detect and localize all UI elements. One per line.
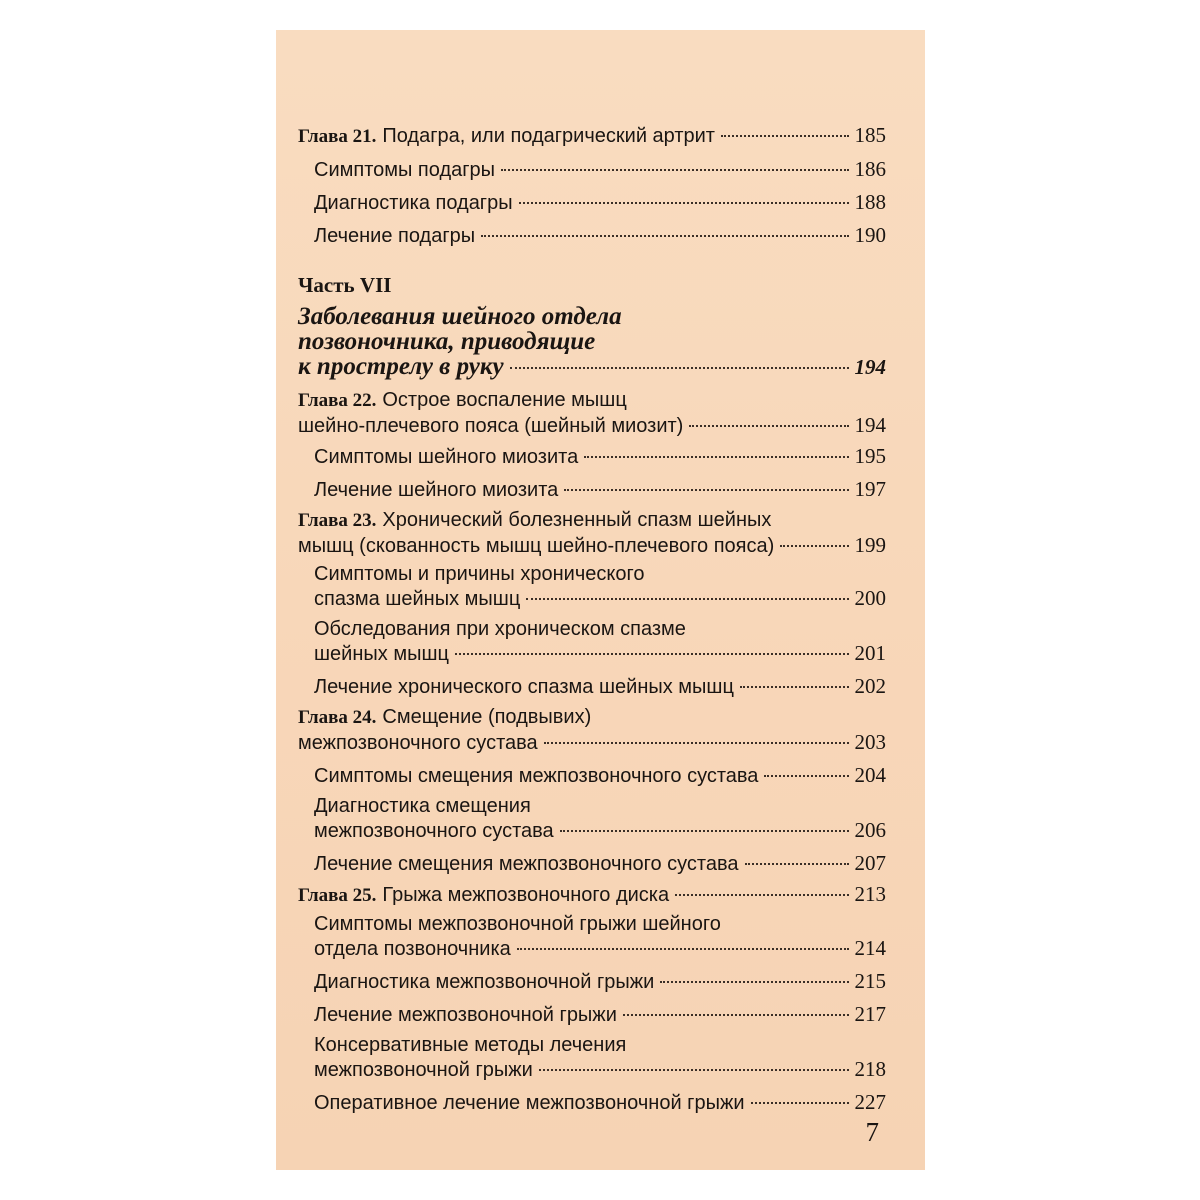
toc-entry-title: Оперативное лечение межпозвоночной грыжи [314,1092,745,1114]
toc-entry-line [314,851,886,876]
toc-page-number: 206 [854,818,886,842]
toc-chapter-entry [298,508,886,558]
chapter-number: Глава 25. [298,885,377,906]
toc-entry-title: Диагностика смещения [314,795,531,817]
toc-page-number: 207 [854,851,886,875]
dot-leader [560,830,849,832]
toc-section-entry [298,1033,886,1082]
toc-entry-title: Смещение (подвывих) [382,706,592,728]
part-title [298,304,886,380]
toc-entry-title: мышц (скованность мышц шейно-плечевого пояса) [298,535,775,557]
toc-entry-line [298,354,886,380]
toc-page-number: 202 [854,674,886,698]
toc-entry-line [314,223,886,248]
toc-entry-line [298,882,886,908]
dot-leader [519,202,849,204]
toc-page-number: 215 [854,969,886,993]
toc-entry-line [314,562,886,586]
dot-leader [751,1102,849,1104]
toc-entry-line [314,1090,886,1115]
toc-entry-title: Симптомы шейного миозита [314,446,579,468]
toc-page-number: 185 [854,123,886,147]
toc-entry-title: Симптомы подагры [314,159,496,181]
toc-section-entry [298,851,886,876]
toc-section-entry [298,1090,886,1115]
toc-section-entry [298,794,886,843]
toc-page-number: 201 [854,641,886,665]
dot-leader [740,686,849,688]
toc-section-entry [298,763,886,788]
toc-entry-title: межпозвоночного сустава [314,820,554,842]
toc-entry-title: Заболевания шейного отдела [298,303,622,330]
dot-leader [526,598,848,600]
dot-leader [544,742,849,744]
toc-section-entry [298,1002,886,1027]
toc-section-entry [298,674,886,699]
toc-entry-line [298,705,886,730]
toc-section-entry [298,912,886,961]
dot-leader [584,456,848,458]
toc-section-entry [298,157,886,182]
toc-entry-line [298,329,886,354]
toc-entry-title: Лечение шейного миозита [314,479,559,501]
toc-page-number: 213 [854,882,886,906]
toc-entry-title: отдела позвоночника [314,938,511,960]
toc-chapter-entry [298,388,886,438]
toc-entry-line [314,444,886,469]
toc-entry-line [314,1033,886,1057]
toc-entry-title: межпозвоночного сустава [298,732,538,754]
toc-entry-line [314,641,886,666]
dot-leader [764,775,848,777]
toc-chapter-entry [298,123,886,149]
toc-entry-title: к прострелу в руку [298,353,504,380]
toc-entry-line [314,763,886,788]
toc-entry-line [298,123,886,149]
toc-page-number: 199 [854,533,886,557]
toc-page-number: 227 [854,1090,886,1114]
toc-entry-title: Хронический болезненный спазм шейных [382,509,772,531]
toc-entry-title: Подагра, или подагрический артрит [382,125,715,147]
toc-page-number: 190 [854,223,886,247]
table-of-contents [298,123,886,1115]
toc-entry-line [314,157,886,182]
toc-page-number: 214 [854,936,886,960]
toc-entry-line [298,388,886,413]
dot-leader [780,545,848,547]
toc-entry-title: шейно-плечевого пояса (шейный миозит) [298,415,684,437]
part-label: Часть VII [298,273,392,297]
toc-entry-title: шейных мышц [314,643,449,665]
toc-page-number: 197 [854,477,886,501]
toc-entry-line [298,533,886,558]
toc-page-number: 195 [854,444,886,468]
toc-section-entry [298,477,886,502]
dot-leader [501,169,848,171]
toc-entry-line [298,413,886,438]
toc-entry-title: Острое воспаление мышц [382,389,627,411]
toc-section-entry [298,617,886,666]
chapter-number: Глава 22. [298,390,377,411]
dot-leader [623,1014,849,1016]
toc-entry-line [314,969,886,994]
toc-section-entry [298,223,886,248]
toc-section-entry [298,444,886,469]
toc-page-number: 203 [854,730,886,754]
toc-entry-title: Грыжа межпозвоночного диска [382,884,670,906]
toc-chapter-entry [298,705,886,755]
toc-entry-title: позвоночника, приводящие [298,328,596,355]
toc-page-number: 204 [854,763,886,787]
dot-leader [455,653,849,655]
dot-leader [481,235,848,237]
toc-entry-line [314,1002,886,1027]
toc-entry-line [314,190,886,215]
toc-page-number: 200 [854,586,886,610]
dot-leader [675,894,848,896]
toc-entry-line [314,818,886,843]
dot-leader [689,425,848,427]
chapter-number: Глава 24. [298,707,377,728]
toc-entry-title: Консервативные методы лечения [314,1034,627,1056]
toc-page-number: 217 [854,1002,886,1026]
toc-entry-title: Обследования при хроническом спазме [314,618,686,640]
toc-entry-title: Симптомы смещения межпозвоночного сустава [314,765,759,787]
page-number: 7 [865,1117,879,1147]
dot-leader [745,863,849,865]
toc-entry-title: Симптомы и причины хронического [314,563,645,585]
toc-entry-line [314,674,886,699]
toc-entry-line [314,617,886,641]
toc-section-entry [298,190,886,215]
book-page [276,30,925,1170]
toc-entry-line [314,1057,886,1082]
toc-section-entry [298,562,886,611]
toc-page-number: 194 [854,355,886,379]
toc-page-number: 194 [854,413,886,437]
dot-leader [517,948,849,950]
toc-entry-title: спазма шейных мышц [314,588,521,610]
toc-entry-title: Лечение хронического спазма шейных мышц [314,676,734,698]
toc-page-number: 218 [854,1057,886,1081]
toc-entry-title: Лечение подагры [314,225,476,247]
toc-entry-line [314,794,886,818]
toc-entry-line [314,936,886,961]
toc-entry-title: Диагностика подагры [314,192,513,214]
toc-entry-line [314,586,886,611]
toc-entry-line [298,730,886,755]
toc-part-entry [298,272,886,380]
dot-leader [660,981,848,983]
toc-page-number: 186 [854,157,886,181]
toc-chapter-entry [298,882,886,908]
toc-page-number: 188 [854,190,886,214]
toc-entry-title: Диагностика межпозвоночной грыжи [314,971,655,993]
dot-leader [564,489,848,491]
dot-leader [721,135,849,137]
toc-entry-line [298,508,886,533]
toc-entry-title: межпозвоночной грыжи [314,1059,533,1081]
chapter-number: Глава 21. [298,126,377,147]
dot-leader [539,1069,849,1071]
toc-entry-line [314,477,886,502]
dot-leader [510,367,849,369]
chapter-number: Глава 23. [298,510,377,531]
toc-entry-line [298,304,886,329]
toc-entry-title: Симптомы межпозвоночной грыжи шейного [314,913,721,935]
toc-entry-line [314,912,886,936]
toc-section-entry [298,969,886,994]
toc-entry-title: Лечение межпозвоночной грыжи [314,1004,617,1026]
toc-entry-title: Лечение смещения межпозвоночного сустава [314,853,739,875]
